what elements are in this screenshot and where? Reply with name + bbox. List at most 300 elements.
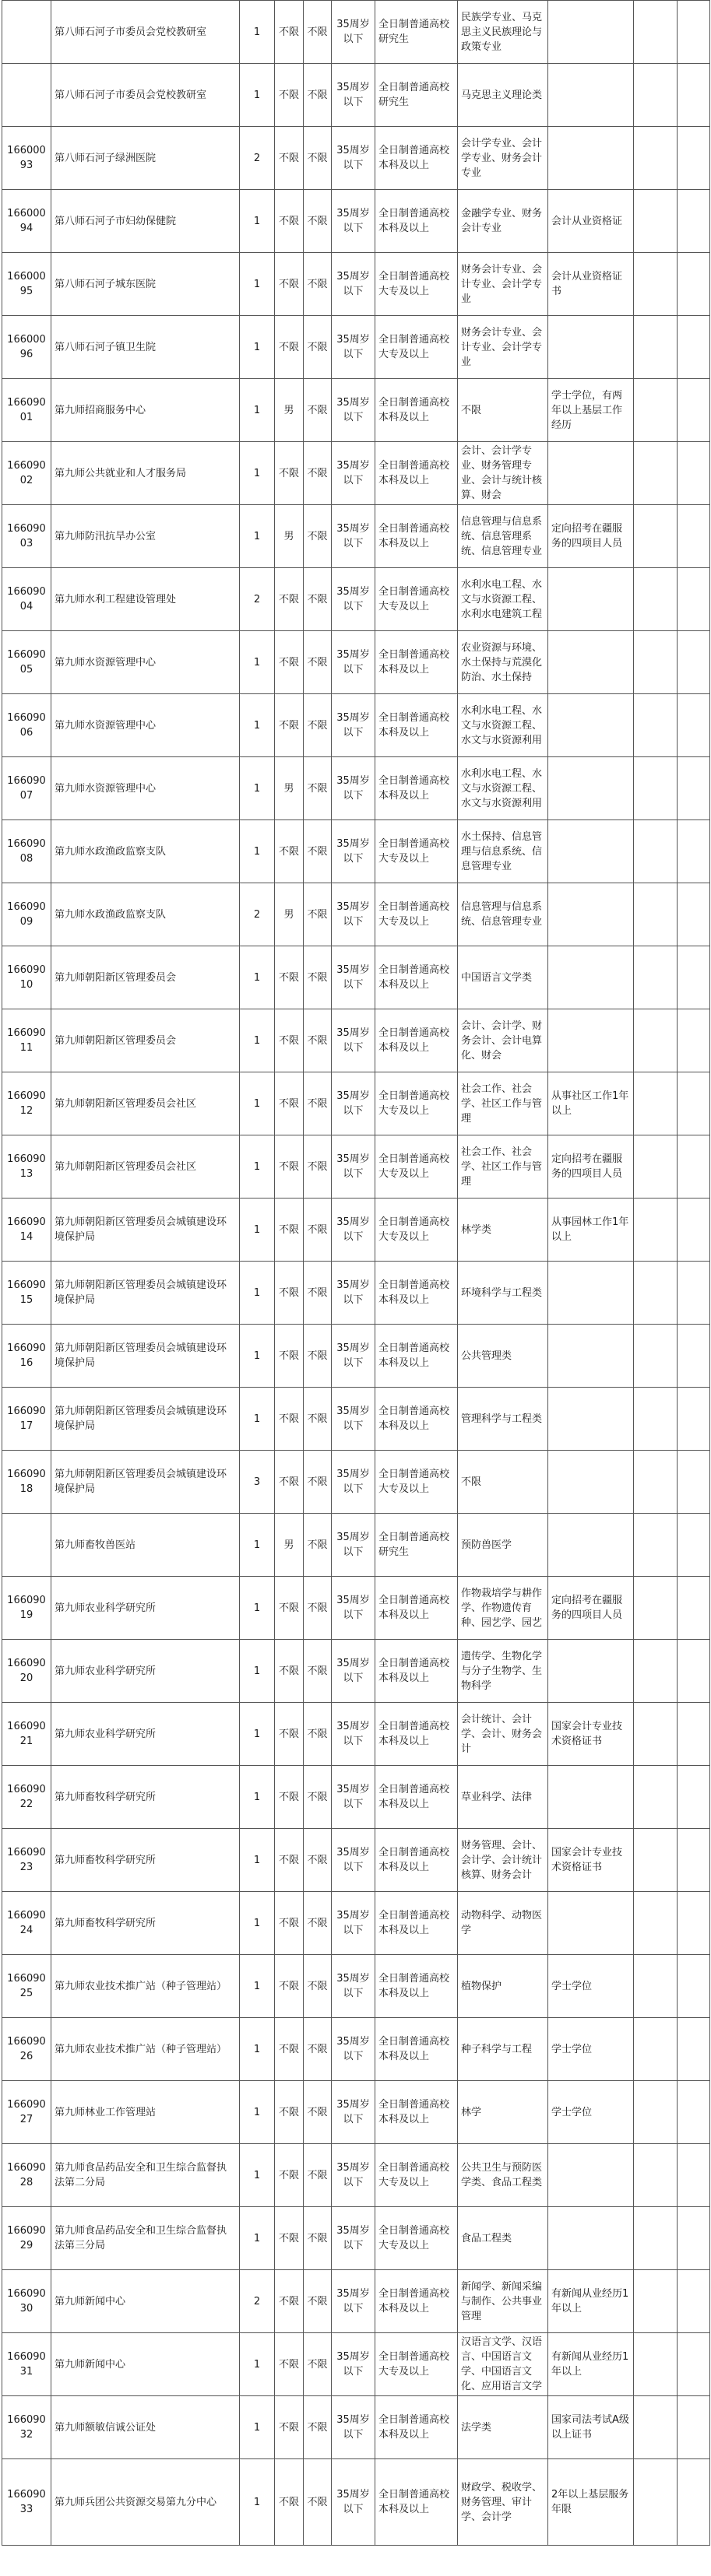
headcount-cell: 1: [240, 1, 275, 64]
ethnicity-cell: 不限: [304, 2207, 332, 2270]
extra-cell-2: [678, 2018, 710, 2081]
headcount-cell: 1: [240, 253, 275, 316]
major-cell: 种子科学与工程: [458, 2018, 548, 2081]
ethnicity-cell: 不限: [304, 190, 332, 253]
position-code-cell: 16609016: [2, 1325, 51, 1388]
major-cell: 水利水电工程、水文与水资源工程、水文与水资源利用: [458, 757, 548, 820]
major-cell: 不限: [458, 379, 548, 442]
headcount-cell: 1: [240, 1388, 275, 1451]
gender-cell: 不限: [275, 1892, 304, 1955]
age-cell: 35周岁以下: [332, 1955, 375, 2018]
position-code-cell: 16600095: [2, 253, 51, 316]
unit-name-cell: 第九师朝阳新区管理委员会城镇建设环境保护局: [51, 1325, 240, 1388]
gender-cell: 不限: [275, 1955, 304, 2018]
ethnicity-cell: 不限: [304, 568, 332, 631]
table-row: [2, 1072, 710, 1135]
major-cell: 财政学、税收学、财务管理、审计学、会计学: [458, 2459, 548, 2546]
major-cell: 会计学专业、会计学专业、财务会计专业: [458, 127, 548, 190]
major-cell: 会计、会计学专业、财务管理专业、会计与统计核算、财会: [458, 442, 548, 505]
unit-name-cell: 第九师农业技术推广站（种子管理站）: [51, 2018, 240, 2081]
table-row: [2, 1451, 710, 1514]
extra-cell-1: [634, 757, 678, 820]
other-requirement-cell: [548, 1892, 634, 1955]
major-cell: 环境科学与工程类: [458, 1262, 548, 1325]
table-row: [2, 1703, 710, 1766]
education-cell: 全日制普通高校研究生: [375, 1, 458, 64]
unit-name-cell: 第九师朝阳新区管理委员会城镇建设环境保护局: [51, 1388, 240, 1451]
ethnicity-cell: 不限: [304, 316, 332, 379]
extra-cell-1: [634, 631, 678, 694]
unit-name-cell: 第九师水资源管理中心: [51, 631, 240, 694]
headcount-cell: 1: [240, 1829, 275, 1892]
unit-name-cell: 第九师兵团公共资源交易第九分中心: [51, 2459, 240, 2546]
extra-cell-1: [634, 1388, 678, 1451]
unit-name-cell: 第九师新闻中心: [51, 2333, 240, 2396]
gender-cell: 不限: [275, 1009, 304, 1072]
other-requirement-cell: 学士学位: [548, 1955, 634, 2018]
position-code-cell: 16609033: [2, 2459, 51, 2546]
gender-cell: 不限: [275, 568, 304, 631]
extra-cell-1: [634, 2081, 678, 2144]
position-code-cell: 16609009: [2, 883, 51, 946]
extra-cell-2: [678, 1262, 710, 1325]
extra-cell-1: [634, 2459, 678, 2546]
extra-cell-1: [634, 2018, 678, 2081]
extra-cell-1: [634, 1640, 678, 1703]
gender-cell: 男: [275, 379, 304, 442]
extra-cell-1: [634, 1135, 678, 1199]
major-cell: 信息管理与信息系统、信息管理系统、信息管理专业: [458, 505, 548, 568]
position-code-cell: [2, 64, 51, 127]
gender-cell: 不限: [275, 2081, 304, 2144]
gender-cell: 不限: [275, 1703, 304, 1766]
gender-cell: 不限: [275, 2459, 304, 2546]
unit-name-cell: 第九师公共就业和人才服务局: [51, 442, 240, 505]
other-requirement-cell: 定向招考在疆服务的四项目人员: [548, 505, 634, 568]
other-requirement-cell: [548, 1325, 634, 1388]
unit-name-cell: 第九师畜牧科学研究所: [51, 1892, 240, 1955]
age-cell: 35周岁以下: [332, 1325, 375, 1388]
extra-cell-2: [678, 316, 710, 379]
position-code-cell: 16609032: [2, 2396, 51, 2459]
other-requirement-cell: [548, 1262, 634, 1325]
ethnicity-cell: 不限: [304, 2081, 332, 2144]
table-row: [2, 190, 710, 253]
headcount-cell: 1: [240, 505, 275, 568]
other-requirement-cell: 国家会计专业技术资格证书: [548, 1829, 634, 1892]
education-cell: 全日制普通高校大专及以上: [375, 1135, 458, 1199]
gender-cell: 不限: [275, 2333, 304, 2396]
other-requirement-cell: [548, 946, 634, 1009]
gender-cell: 不限: [275, 1325, 304, 1388]
major-cell: 公共管理类: [458, 1325, 548, 1388]
extra-cell-2: [678, 505, 710, 568]
extra-cell-1: [634, 1766, 678, 1829]
headcount-cell: 1: [240, 1892, 275, 1955]
age-cell: 35周岁以下: [332, 1388, 375, 1451]
ethnicity-cell: 不限: [304, 64, 332, 127]
extra-cell-2: [678, 2396, 710, 2459]
table-row: [2, 694, 710, 757]
education-cell: 全日制普通高校本科及以上: [375, 2396, 458, 2459]
other-requirement-cell: [548, 631, 634, 694]
education-cell: 全日制普通高校本科及以上: [375, 757, 458, 820]
education-cell: 全日制普通高校本科及以上: [375, 1829, 458, 1892]
extra-cell-2: [678, 127, 710, 190]
unit-name-cell: 第九师朝阳新区管理委员会社区: [51, 1072, 240, 1135]
age-cell: 35周岁以下: [332, 1892, 375, 1955]
age-cell: 35周岁以下: [332, 2396, 375, 2459]
major-cell: 草业科学、法律: [458, 1766, 548, 1829]
table-row: [2, 1325, 710, 1388]
unit-name-cell: 第八师石河子市委员会党校教研室: [51, 64, 240, 127]
extra-cell-2: [678, 379, 710, 442]
extra-cell-1: [634, 2207, 678, 2270]
age-cell: 35周岁以下: [332, 2144, 375, 2207]
education-cell: 全日制普通高校研究生: [375, 1514, 458, 1577]
major-cell: 新闻学、新闻采编与制作、公共事业管理: [458, 2270, 548, 2333]
other-requirement-cell: [548, 1, 634, 64]
age-cell: 35周岁以下: [332, 316, 375, 379]
headcount-cell: 3: [240, 1451, 275, 1514]
headcount-cell: 1: [240, 1009, 275, 1072]
extra-cell-1: [634, 379, 678, 442]
table-row: [2, 2459, 710, 2546]
other-requirement-cell: [548, 1766, 634, 1829]
ethnicity-cell: 不限: [304, 2396, 332, 2459]
table-row: [2, 2396, 710, 2459]
age-cell: 35周岁以下: [332, 1703, 375, 1766]
ethnicity-cell: 不限: [304, 1766, 332, 1829]
education-cell: 全日制普通高校本科及以上: [375, 1388, 458, 1451]
ethnicity-cell: 不限: [304, 2018, 332, 2081]
unit-name-cell: 第九师畜牧科学研究所: [51, 1829, 240, 1892]
major-cell: 农业资源与环境、水土保持与荒漠化防治、水土保持: [458, 631, 548, 694]
major-cell: 水利水电工程、水文与水资源工程、水文与水资源利用: [458, 694, 548, 757]
table-row: [2, 1009, 710, 1072]
headcount-cell: 1: [240, 2459, 275, 2546]
major-cell: 财务管理、会计、会计学、会计统计核算、财务会计: [458, 1829, 548, 1892]
position-code-cell: 16609021: [2, 1703, 51, 1766]
education-cell: 全日制普通高校本科及以上: [375, 442, 458, 505]
education-cell: 全日制普通高校大专及以上: [375, 316, 458, 379]
table-row: [2, 1829, 710, 1892]
table-row: [2, 1514, 710, 1577]
other-requirement-cell: 从事园林工作1年以上: [548, 1199, 634, 1262]
major-cell: 社会工作、社会学、社区工作与管理: [458, 1072, 548, 1135]
unit-name-cell: 第九师食品药品安全和卫生综合监督执法第二分局: [51, 2144, 240, 2207]
position-code-cell: 16609031: [2, 2333, 51, 2396]
major-cell: 财务会计专业、会计专业、会计学专业: [458, 253, 548, 316]
education-cell: 全日制普通高校本科及以上: [375, 1262, 458, 1325]
headcount-cell: 1: [240, 694, 275, 757]
age-cell: 35周岁以下: [332, 505, 375, 568]
age-cell: 35周岁以下: [332, 442, 375, 505]
position-code-cell: 16600094: [2, 190, 51, 253]
major-cell: 民族学专业、马克思主义民族理论与政策专业: [458, 1, 548, 64]
extra-cell-2: [678, 64, 710, 127]
headcount-cell: 1: [240, 2207, 275, 2270]
unit-name-cell: 第九师朝阳新区管理委员会: [51, 946, 240, 1009]
ethnicity-cell: 不限: [304, 1703, 332, 1766]
ethnicity-cell: 不限: [304, 1514, 332, 1577]
other-requirement-cell: [548, 1388, 634, 1451]
ethnicity-cell: 不限: [304, 1640, 332, 1703]
ethnicity-cell: 不限: [304, 2333, 332, 2396]
education-cell: 全日制普通高校本科及以上: [375, 631, 458, 694]
other-requirement-cell: 定向招考在疆服务的四项目人员: [548, 1135, 634, 1199]
ethnicity-cell: 不限: [304, 1262, 332, 1325]
unit-name-cell: 第九师农业科学研究所: [51, 1640, 240, 1703]
extra-cell-1: [634, 1514, 678, 1577]
extra-cell-1: [634, 64, 678, 127]
extra-cell-2: [678, 1892, 710, 1955]
extra-cell-2: [678, 2459, 710, 2546]
extra-cell-2: [678, 1009, 710, 1072]
other-requirement-cell: 2年以上基层服务年限: [548, 2459, 634, 2546]
unit-name-cell: 第九师畜牧科学研究所: [51, 1766, 240, 1829]
extra-cell-1: [634, 2396, 678, 2459]
table-row: [2, 2270, 710, 2333]
major-cell: 管理科学与工程类: [458, 1388, 548, 1451]
age-cell: 35周岁以下: [332, 1135, 375, 1199]
position-code-cell: 16609004: [2, 568, 51, 631]
gender-cell: 不限: [275, 253, 304, 316]
major-cell: 食品工程类: [458, 2207, 548, 2270]
major-cell: 公共卫生与预防医学类、食品工程类: [458, 2144, 548, 2207]
other-requirement-cell: [548, 316, 634, 379]
extra-cell-2: [678, 253, 710, 316]
ethnicity-cell: 不限: [304, 1577, 332, 1640]
headcount-cell: 1: [240, 2333, 275, 2396]
extra-cell-2: [678, 2144, 710, 2207]
table-row: [2, 1199, 710, 1262]
headcount-cell: 1: [240, 442, 275, 505]
ethnicity-cell: 不限: [304, 946, 332, 1009]
table-row: [2, 127, 710, 190]
position-code-cell: 16609030: [2, 2270, 51, 2333]
age-cell: 35周岁以下: [332, 253, 375, 316]
position-code-cell: 16609011: [2, 1009, 51, 1072]
headcount-cell: 2: [240, 2270, 275, 2333]
table-row: [2, 1262, 710, 1325]
gender-cell: 不限: [275, 1829, 304, 1892]
education-cell: 全日制普通高校大专及以上: [375, 820, 458, 883]
headcount-cell: 1: [240, 2144, 275, 2207]
gender-cell: 不限: [275, 1072, 304, 1135]
unit-name-cell: 第九师朝阳新区管理委员会: [51, 1009, 240, 1072]
age-cell: 35周岁以下: [332, 64, 375, 127]
extra-cell-2: [678, 883, 710, 946]
extra-cell-2: [678, 820, 710, 883]
age-cell: 35周岁以下: [332, 2270, 375, 2333]
unit-name-cell: 第九师农业技术推广站（种子管理站）: [51, 1955, 240, 2018]
headcount-cell: 1: [240, 757, 275, 820]
headcount-cell: 1: [240, 1640, 275, 1703]
ethnicity-cell: 不限: [304, 1955, 332, 2018]
unit-name-cell: 第八师石河子绿洲医院: [51, 127, 240, 190]
major-cell: 动物科学、动物医学: [458, 1892, 548, 1955]
major-cell: 作物栽培学与耕作学、作物遗传育种、园艺学、园艺: [458, 1577, 548, 1640]
extra-cell-2: [678, 1514, 710, 1577]
headcount-cell: 1: [240, 1325, 275, 1388]
major-cell: 社会工作、社会学、社区工作与管理: [458, 1135, 548, 1199]
headcount-cell: 1: [240, 2081, 275, 2144]
major-cell: 水利水电工程、水文与水资源工程、水利水电建筑工程: [458, 568, 548, 631]
headcount-cell: 1: [240, 190, 275, 253]
position-code-cell: 16609002: [2, 442, 51, 505]
gender-cell: 不限: [275, 1577, 304, 1640]
extra-cell-2: [678, 1640, 710, 1703]
unit-name-cell: 第九师额敏信诚公证处: [51, 2396, 240, 2459]
gender-cell: 不限: [275, 1640, 304, 1703]
extra-cell-2: [678, 568, 710, 631]
unit-name-cell: 第八师石河子镇卫生院: [51, 316, 240, 379]
gender-cell: 男: [275, 757, 304, 820]
other-requirement-cell: [548, 64, 634, 127]
position-code-cell: 16609017: [2, 1388, 51, 1451]
ethnicity-cell: 不限: [304, 2144, 332, 2207]
ethnicity-cell: 不限: [304, 505, 332, 568]
other-requirement-cell: [548, 568, 634, 631]
education-cell: 全日制普通高校大专及以上: [375, 1451, 458, 1514]
major-cell: 会计、会计学、财务会计、会计电算化、财会: [458, 1009, 548, 1072]
recruitment-table: [2, 0, 710, 2546]
position-code-cell: 16609028: [2, 2144, 51, 2207]
position-code-cell: 16600096: [2, 316, 51, 379]
education-cell: 全日制普通高校本科及以上: [375, 505, 458, 568]
table-row: [2, 757, 710, 820]
unit-name-cell: 第九师朝阳新区管理委员会城镇建设环境保护局: [51, 1262, 240, 1325]
age-cell: 35周岁以下: [332, 127, 375, 190]
ethnicity-cell: 不限: [304, 1892, 332, 1955]
table-row: [2, 883, 710, 946]
headcount-cell: 1: [240, 2396, 275, 2459]
gender-cell: 不限: [275, 1, 304, 64]
gender-cell: 不限: [275, 631, 304, 694]
headcount-cell: 1: [240, 1514, 275, 1577]
age-cell: 35周岁以下: [332, 946, 375, 1009]
other-requirement-cell: 学士学位: [548, 2081, 634, 2144]
extra-cell-2: [678, 2081, 710, 2144]
major-cell: 水土保持、信息管理与信息系统、信息管理专业: [458, 820, 548, 883]
education-cell: 全日制普通高校本科及以上: [375, 2081, 458, 2144]
gender-cell: 男: [275, 505, 304, 568]
unit-name-cell: 第九师畜牧兽医站: [51, 1514, 240, 1577]
unit-name-cell: 第九师朝阳新区管理委员会城镇建设环境保护局: [51, 1451, 240, 1514]
education-cell: 全日制普通高校本科及以上: [375, 1325, 458, 1388]
ethnicity-cell: 不限: [304, 631, 332, 694]
extra-cell-2: [678, 631, 710, 694]
ethnicity-cell: 不限: [304, 442, 332, 505]
position-code-cell: 16609008: [2, 820, 51, 883]
education-cell: 全日制普通高校本科及以上: [375, 946, 458, 1009]
age-cell: 35周岁以下: [332, 631, 375, 694]
table-row: [2, 2081, 710, 2144]
position-code-cell: [2, 1, 51, 64]
headcount-cell: 2: [240, 127, 275, 190]
position-code-cell: 16609006: [2, 694, 51, 757]
extra-cell-1: [634, 1577, 678, 1640]
position-code-cell: 16609025: [2, 1955, 51, 2018]
extra-cell-1: [634, 2144, 678, 2207]
position-code-cell: 16609005: [2, 631, 51, 694]
other-requirement-cell: 会计从业资格证: [548, 190, 634, 253]
extra-cell-1: [634, 2333, 678, 2396]
gender-cell: 男: [275, 883, 304, 946]
gender-cell: 不限: [275, 1262, 304, 1325]
headcount-cell: 1: [240, 316, 275, 379]
education-cell: 全日制普通高校本科及以上: [375, 2459, 458, 2546]
education-cell: 全日制普通高校大专及以上: [375, 1199, 458, 1262]
position-code-cell: 16609010: [2, 946, 51, 1009]
other-requirement-cell: [548, 820, 634, 883]
headcount-cell: 1: [240, 2018, 275, 2081]
extra-cell-1: [634, 1262, 678, 1325]
position-code-cell: 16609020: [2, 1640, 51, 1703]
headcount-cell: 1: [240, 64, 275, 127]
extra-cell-1: [634, 127, 678, 190]
other-requirement-cell: [548, 2207, 634, 2270]
age-cell: 35周岁以下: [332, 1577, 375, 1640]
extra-cell-2: [678, 1199, 710, 1262]
ethnicity-cell: 不限: [304, 1072, 332, 1135]
table-row: [2, 505, 710, 568]
position-code-cell: 16609014: [2, 1199, 51, 1262]
education-cell: 全日制普通高校本科及以上: [375, 2018, 458, 2081]
headcount-cell: 1: [240, 1199, 275, 1262]
headcount-cell: 1: [240, 1577, 275, 1640]
extra-cell-2: [678, 442, 710, 505]
gender-cell: 不限: [275, 1199, 304, 1262]
education-cell: 全日制普通高校本科及以上: [375, 1766, 458, 1829]
gender-cell: 不限: [275, 1135, 304, 1199]
table-row: [2, 316, 710, 379]
major-cell: 不限: [458, 1451, 548, 1514]
extra-cell-2: [678, 1955, 710, 2018]
table-row: [2, 1892, 710, 1955]
major-cell: 财务会计专业、会计专业、会计学专业: [458, 316, 548, 379]
position-code-cell: 16609029: [2, 2207, 51, 2270]
extra-cell-1: [634, 1703, 678, 1766]
education-cell: 全日制普通高校本科及以上: [375, 190, 458, 253]
other-requirement-cell: 从事社区工作1年以上: [548, 1072, 634, 1135]
age-cell: 35周岁以下: [332, 2018, 375, 2081]
unit-name-cell: 第八师石河子市委员会党校教研室: [51, 1, 240, 64]
other-requirement-cell: 国家司法考试A级以上证书: [548, 2396, 634, 2459]
education-cell: 全日制普通高校本科及以上: [375, 2270, 458, 2333]
table-row: [2, 2144, 710, 2207]
ethnicity-cell: 不限: [304, 694, 332, 757]
extra-cell-2: [678, 757, 710, 820]
gender-cell: 不限: [275, 2018, 304, 2081]
extra-cell-1: [634, 1199, 678, 1262]
extra-cell-2: [678, 1766, 710, 1829]
unit-name-cell: 第九师水政渔政监察支队: [51, 820, 240, 883]
position-code-cell: 16609026: [2, 2018, 51, 2081]
position-code-cell: 16609022: [2, 1766, 51, 1829]
extra-cell-1: [634, 316, 678, 379]
extra-cell-1: [634, 568, 678, 631]
extra-cell-1: [634, 1325, 678, 1388]
gender-cell: 不限: [275, 2144, 304, 2207]
extra-cell-1: [634, 1451, 678, 1514]
education-cell: 全日制普通高校本科及以上: [375, 1892, 458, 1955]
major-cell: 中国语言文学类: [458, 946, 548, 1009]
table-row: [2, 442, 710, 505]
extra-cell-2: [678, 1325, 710, 1388]
extra-cell-1: [634, 190, 678, 253]
